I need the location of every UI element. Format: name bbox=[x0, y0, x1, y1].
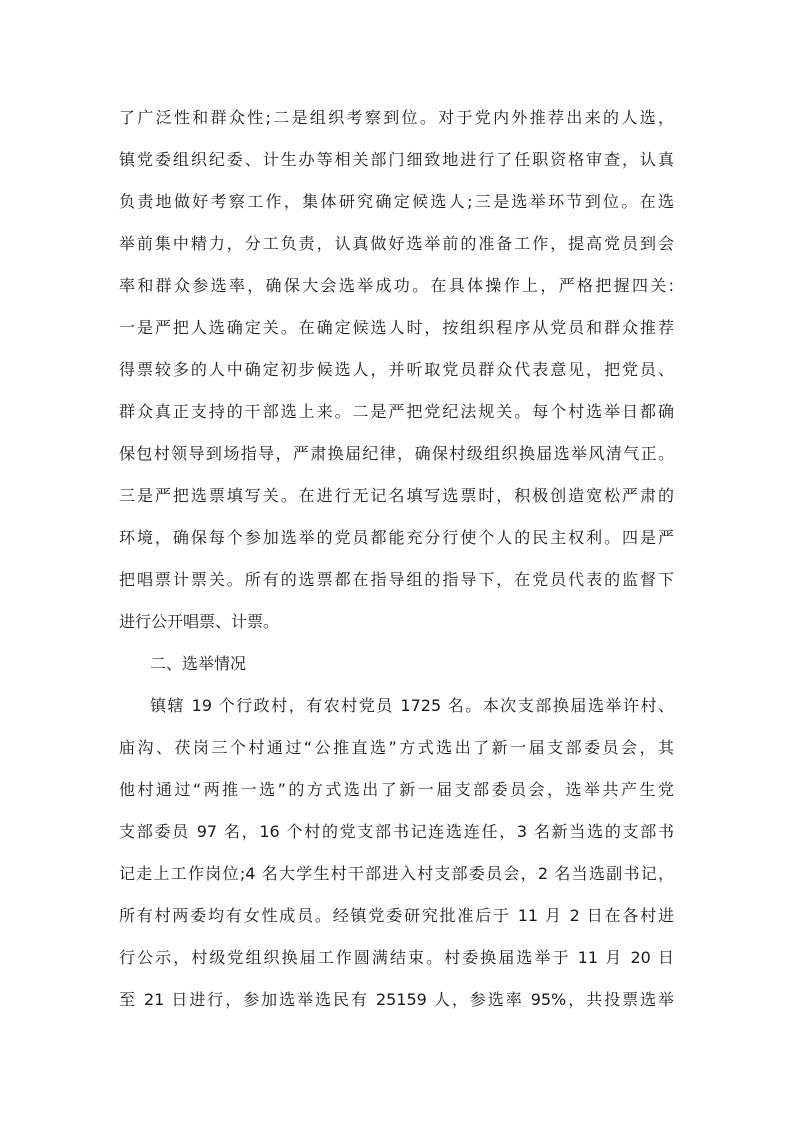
section-heading: 二、选举情况 bbox=[150, 654, 247, 673]
text-line: 进行公开唱票、计票。 bbox=[119, 612, 280, 631]
text-line: 三是严把选票填写关。在进行无记名填写选票时，积极创造宽松严肃的 bbox=[119, 486, 674, 505]
text-line: 举前集中精力，分工负责，认真做好选举前的准备工作，提高党员到会 bbox=[119, 234, 674, 253]
text-line: 至 21 日进行，参加选举选民有 25159 人，参选率 95%，共投票选举 bbox=[119, 990, 674, 1009]
text-line: 环境，确保每个参加选举的党员都能充分行使个人的民主权利。四是严 bbox=[119, 528, 674, 547]
text-line: 镇辖 19 个行政村，有农村党员 1725 名。本次支部换届选举许村、 bbox=[150, 696, 674, 715]
text-line: 负责地做好考察工作，集体研究确定候选人;三是选举环节到位。在选 bbox=[119, 192, 674, 211]
text-line: 行公示，村级党组织换届工作圆满结束。村委换届选举于 11 月 20 日 bbox=[119, 948, 674, 967]
text-line: 支部委员 97 名，16 个村的党支部书记连选连任，3 名新当选的支部书 bbox=[119, 822, 674, 841]
text-line: 一是严把人选确定关。在确定候选人时，按组织程序从党员和群众推荐 bbox=[119, 318, 674, 337]
text-line: 所有村两委均有女性成员。经镇党委研究批准后于 11 月 2 日在各村进 bbox=[119, 906, 674, 925]
text-line: 记走上工作岗位;4 名大学生村干部进入村支部委员会，2 名当选副书记， bbox=[119, 864, 674, 883]
text-line: 庙沟、茯岗三个村通过“公推直选”方式选出了新一届支部委员会，其 bbox=[119, 738, 674, 757]
text-line: 他村通过“两推一选”的方式选出了新一届支部委员会，选举共产生党 bbox=[119, 780, 674, 799]
text-line: 把唱票计票关。所有的选票都在指导组的指导下，在党员代表的监督下 bbox=[119, 570, 674, 589]
text-line: 保包村领导到场指导，严肃换届纪律，确保村级组织换届选举风清气正。 bbox=[119, 444, 674, 463]
text-line: 群众真正支持的干部选上来。二是严把党纪法规关。每个村选举日都确 bbox=[119, 402, 674, 421]
text-line: 镇党委组织纪委、计生办等相关部门细致地进行了任职资格审查，认真 bbox=[119, 150, 674, 169]
text-line: 得票较多的人中确定初步候选人，并听取党员群众代表意见，把党员、 bbox=[119, 360, 674, 379]
text-line: 了广泛性和群众性;二是组织考察到位。对于党内外推荐出来的人选， bbox=[119, 108, 674, 127]
text-line: 率和群众参选率，确保大会选举成功。在具体操作上，严格把握四关: bbox=[119, 276, 674, 295]
